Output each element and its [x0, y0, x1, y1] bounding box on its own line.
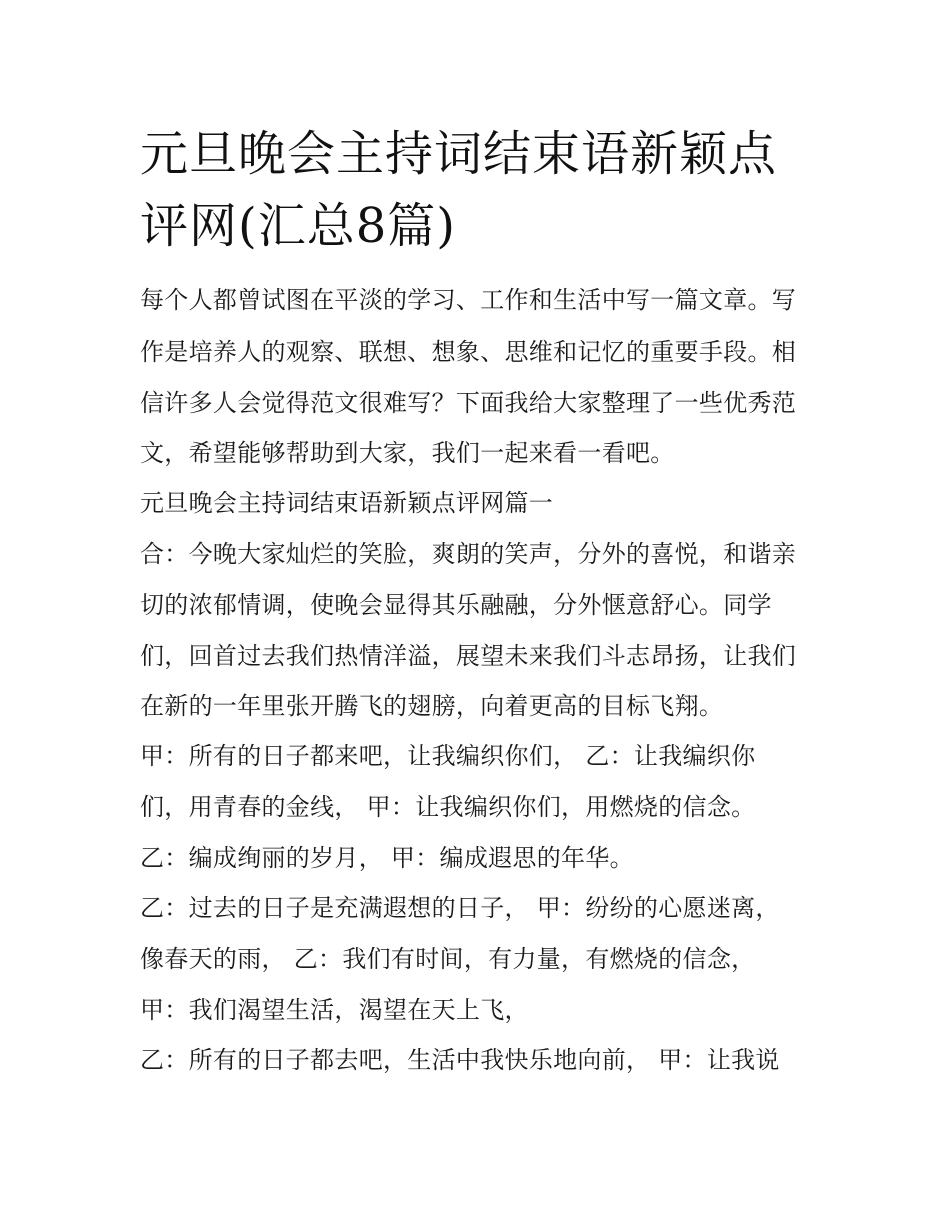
title-line-2: 评网(汇总8篇) — [140, 198, 456, 254]
intro-line-3: 信许多人会觉得范文很难写？下面我给大家整理了一些优秀范 — [140, 389, 797, 417]
section-line-5: 甲：所有的日子都来吧，让我编织你们， 乙：让我编织你 — [140, 742, 756, 770]
title-line-1: 元旦晚会主持词结束语新颖点 — [140, 126, 778, 182]
section-line-1: 合：今晚大家灿烂的笑脸，爽朗的笑声，分外的喜悦，和谐亲 — [140, 540, 797, 568]
section-line-3: 们，回首过去我们热情洋溢，展望未来我们斗志昂扬，让我们 — [140, 642, 797, 670]
section-line-10: 甲：我们渴望生活，渴望在天上飞， — [140, 996, 529, 1024]
section-line-7: 乙：编成绚丽的岁月， 甲：编成遐思的年华。 — [140, 844, 634, 872]
section-line-4: 在新的一年里张开腾飞的翅膀，向着更高的目标飞翔。 — [140, 692, 724, 720]
section-line-9: 像春天的雨， 乙：我们有时间，有力量，有燃烧的信念， — [140, 945, 756, 973]
section-heading: 元旦晚会主持词结束语新颖点评网篇一 — [140, 489, 554, 517]
document-title — [140, 118, 820, 262]
section-line-2: 切的浓郁情调，使晚会显得其乐融融，分外惬意舒心。同学 — [140, 591, 772, 619]
section-line-11: 乙：所有的日子都去吧，生活中我快乐地向前， 甲：让我说 — [140, 1046, 780, 1074]
intro-line-4: 文，希望能够帮助到大家，我们一起来看一看吧。 — [140, 439, 675, 467]
section-line-8: 乙：过去的日子是充满遐想的日子， 甲：纷纷的心愿迷离， — [140, 894, 780, 922]
section-line-6: 们，用青春的金线， 甲：让我编织你们，用燃烧的信念。 — [140, 793, 756, 821]
intro-line-1: 每个人都曾试图在平淡的学习、工作和生活中写一篇文章。写 — [140, 286, 797, 314]
intro-line-2: 作是培养人的观察、联想、想象、思维和记忆的重要手段。相 — [140, 338, 797, 366]
